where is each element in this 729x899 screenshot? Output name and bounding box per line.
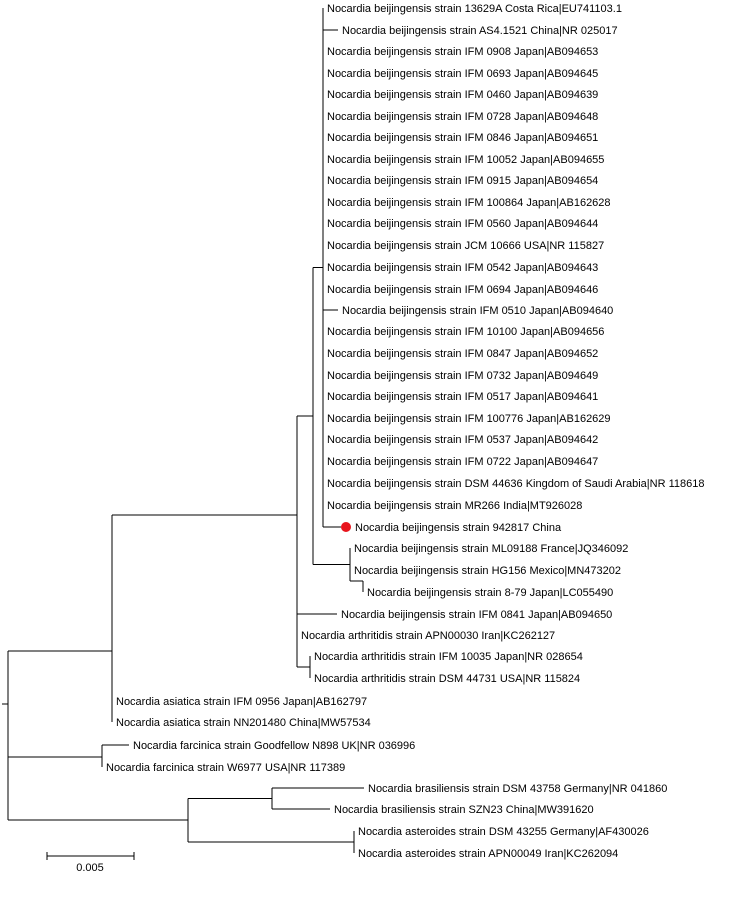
taxon-label: Nocardia arthritidis strain IFM 10035 Japan|NR 028654 bbox=[314, 651, 583, 663]
taxon-label: Nocardia asteroides strain DSM 43255 Germany|AF430026 bbox=[358, 826, 649, 838]
taxon-label: Nocardia beijingensis strain IFM 0542 Japan|AB094643 bbox=[327, 262, 599, 274]
taxon-label: Nocardia brasiliensis strain DSM 43758 Germany|NR 041860 bbox=[368, 783, 668, 795]
scale-bar bbox=[47, 852, 134, 874]
taxon-label: Nocardia asteroides strain APN00049 Iran|KC262094 bbox=[358, 848, 619, 860]
taxon-label: Nocardia beijingensis strain HG156 Mexico|MN473202 bbox=[354, 565, 621, 577]
taxon-label: Nocardia beijingensis strain IFM 0537 Japan|AB094642 bbox=[327, 434, 599, 446]
taxon-label: Nocardia beijingensis strain IFM 10100 Japan|AB094656 bbox=[327, 326, 605, 338]
scale-bar-label: 0.005 bbox=[76, 862, 104, 874]
taxon-label: Nocardia beijingensis strain IFM 0846 Japan|AB094651 bbox=[327, 132, 599, 144]
taxon-label: Nocardia farcinica strain Goodfellow N898 UK|NR 036996 bbox=[133, 740, 416, 752]
taxon-label: Nocardia beijingensis strain IFM 0847 Japan|AB094652 bbox=[327, 348, 599, 360]
taxon-label: Nocardia asiatica strain NN201480 China|MW57534 bbox=[116, 717, 371, 729]
taxon-label: Nocardia asiatica strain IFM 0956 Japan|AB162797 bbox=[116, 696, 368, 708]
taxon-label: Nocardia beijingensis strain IFM 0908 Japan|AB094653 bbox=[327, 46, 599, 58]
taxon-label: Nocardia beijingensis strain IFM 0722 Japan|AB094647 bbox=[327, 456, 599, 468]
taxon-label: Nocardia beijingensis strain 8-79 Japan|LC055490 bbox=[367, 587, 614, 599]
taxon-label: Nocardia beijingensis strain IFM 0732 Japan|AB094649 bbox=[327, 370, 599, 382]
taxon-label: Nocardia beijingensis strain IFM 100776 Japan|AB162629 bbox=[327, 413, 611, 425]
taxon-label: Nocardia arthritidis strain DSM 44731 USA|NR 115824 bbox=[314, 673, 581, 685]
taxon-label: Nocardia brasiliensis strain SZN23 China|MW391620 bbox=[334, 804, 594, 816]
taxon-label: Nocardia farcinica strain W6977 USA|NR 117389 bbox=[106, 762, 346, 774]
taxon-label: Nocardia beijingensis strain MR266 India|MT926028 bbox=[327, 500, 583, 512]
taxon-label: Nocardia beijingensis strain IFM 10052 Japan|AB094655 bbox=[327, 154, 605, 166]
taxon-label: Nocardia beijingensis strain AS4.1521 China|NR 025017 bbox=[342, 25, 618, 37]
taxon-label: Nocardia beijingensis strain IFM 0510 Japan|AB094640 bbox=[342, 305, 614, 317]
taxon-labels bbox=[106, 3, 705, 860]
taxon-label: Nocardia beijingensis strain 942817 China bbox=[355, 522, 562, 534]
taxon-label: Nocardia beijingensis strain JCM 10666 USA|NR 115827 bbox=[327, 240, 605, 252]
taxon-label: Nocardia beijingensis strain IFM 0460 Japan|AB094639 bbox=[327, 89, 599, 101]
taxon-label: Nocardia beijingensis strain DSM 44636 Kingdom of Saudi Arabia|NR 118618 bbox=[327, 478, 705, 490]
taxon-label: Nocardia beijingensis strain IFM 100864 Japan|AB162628 bbox=[327, 197, 611, 209]
taxon-label: Nocardia beijingensis strain IFM 0560 Japan|AB094644 bbox=[327, 218, 599, 230]
highlight-dot-icon bbox=[341, 522, 351, 532]
taxon-label: Nocardia arthritidis strain APN00030 Iran|KC262127 bbox=[301, 630, 556, 642]
taxon-label: Nocardia beijingensis strain 13629A Costa Rica|EU741103.1 bbox=[327, 3, 622, 15]
taxon-label: Nocardia beijingensis strain ML09188 France|JQ346092 bbox=[354, 543, 629, 555]
taxon-label: Nocardia beijingensis strain IFM 0693 Japan|AB094645 bbox=[327, 68, 599, 80]
taxon-label: Nocardia beijingensis strain IFM 0517 Japan|AB094641 bbox=[327, 391, 599, 403]
taxon-label: Nocardia beijingensis strain IFM 0841 Japan|AB094650 bbox=[341, 609, 613, 621]
taxon-label: Nocardia beijingensis strain IFM 0915 Japan|AB094654 bbox=[327, 175, 599, 187]
taxon-label: Nocardia beijingensis strain IFM 0694 Japan|AB094646 bbox=[327, 284, 599, 296]
taxon-label: Nocardia beijingensis strain IFM 0728 Japan|AB094648 bbox=[327, 111, 599, 123]
